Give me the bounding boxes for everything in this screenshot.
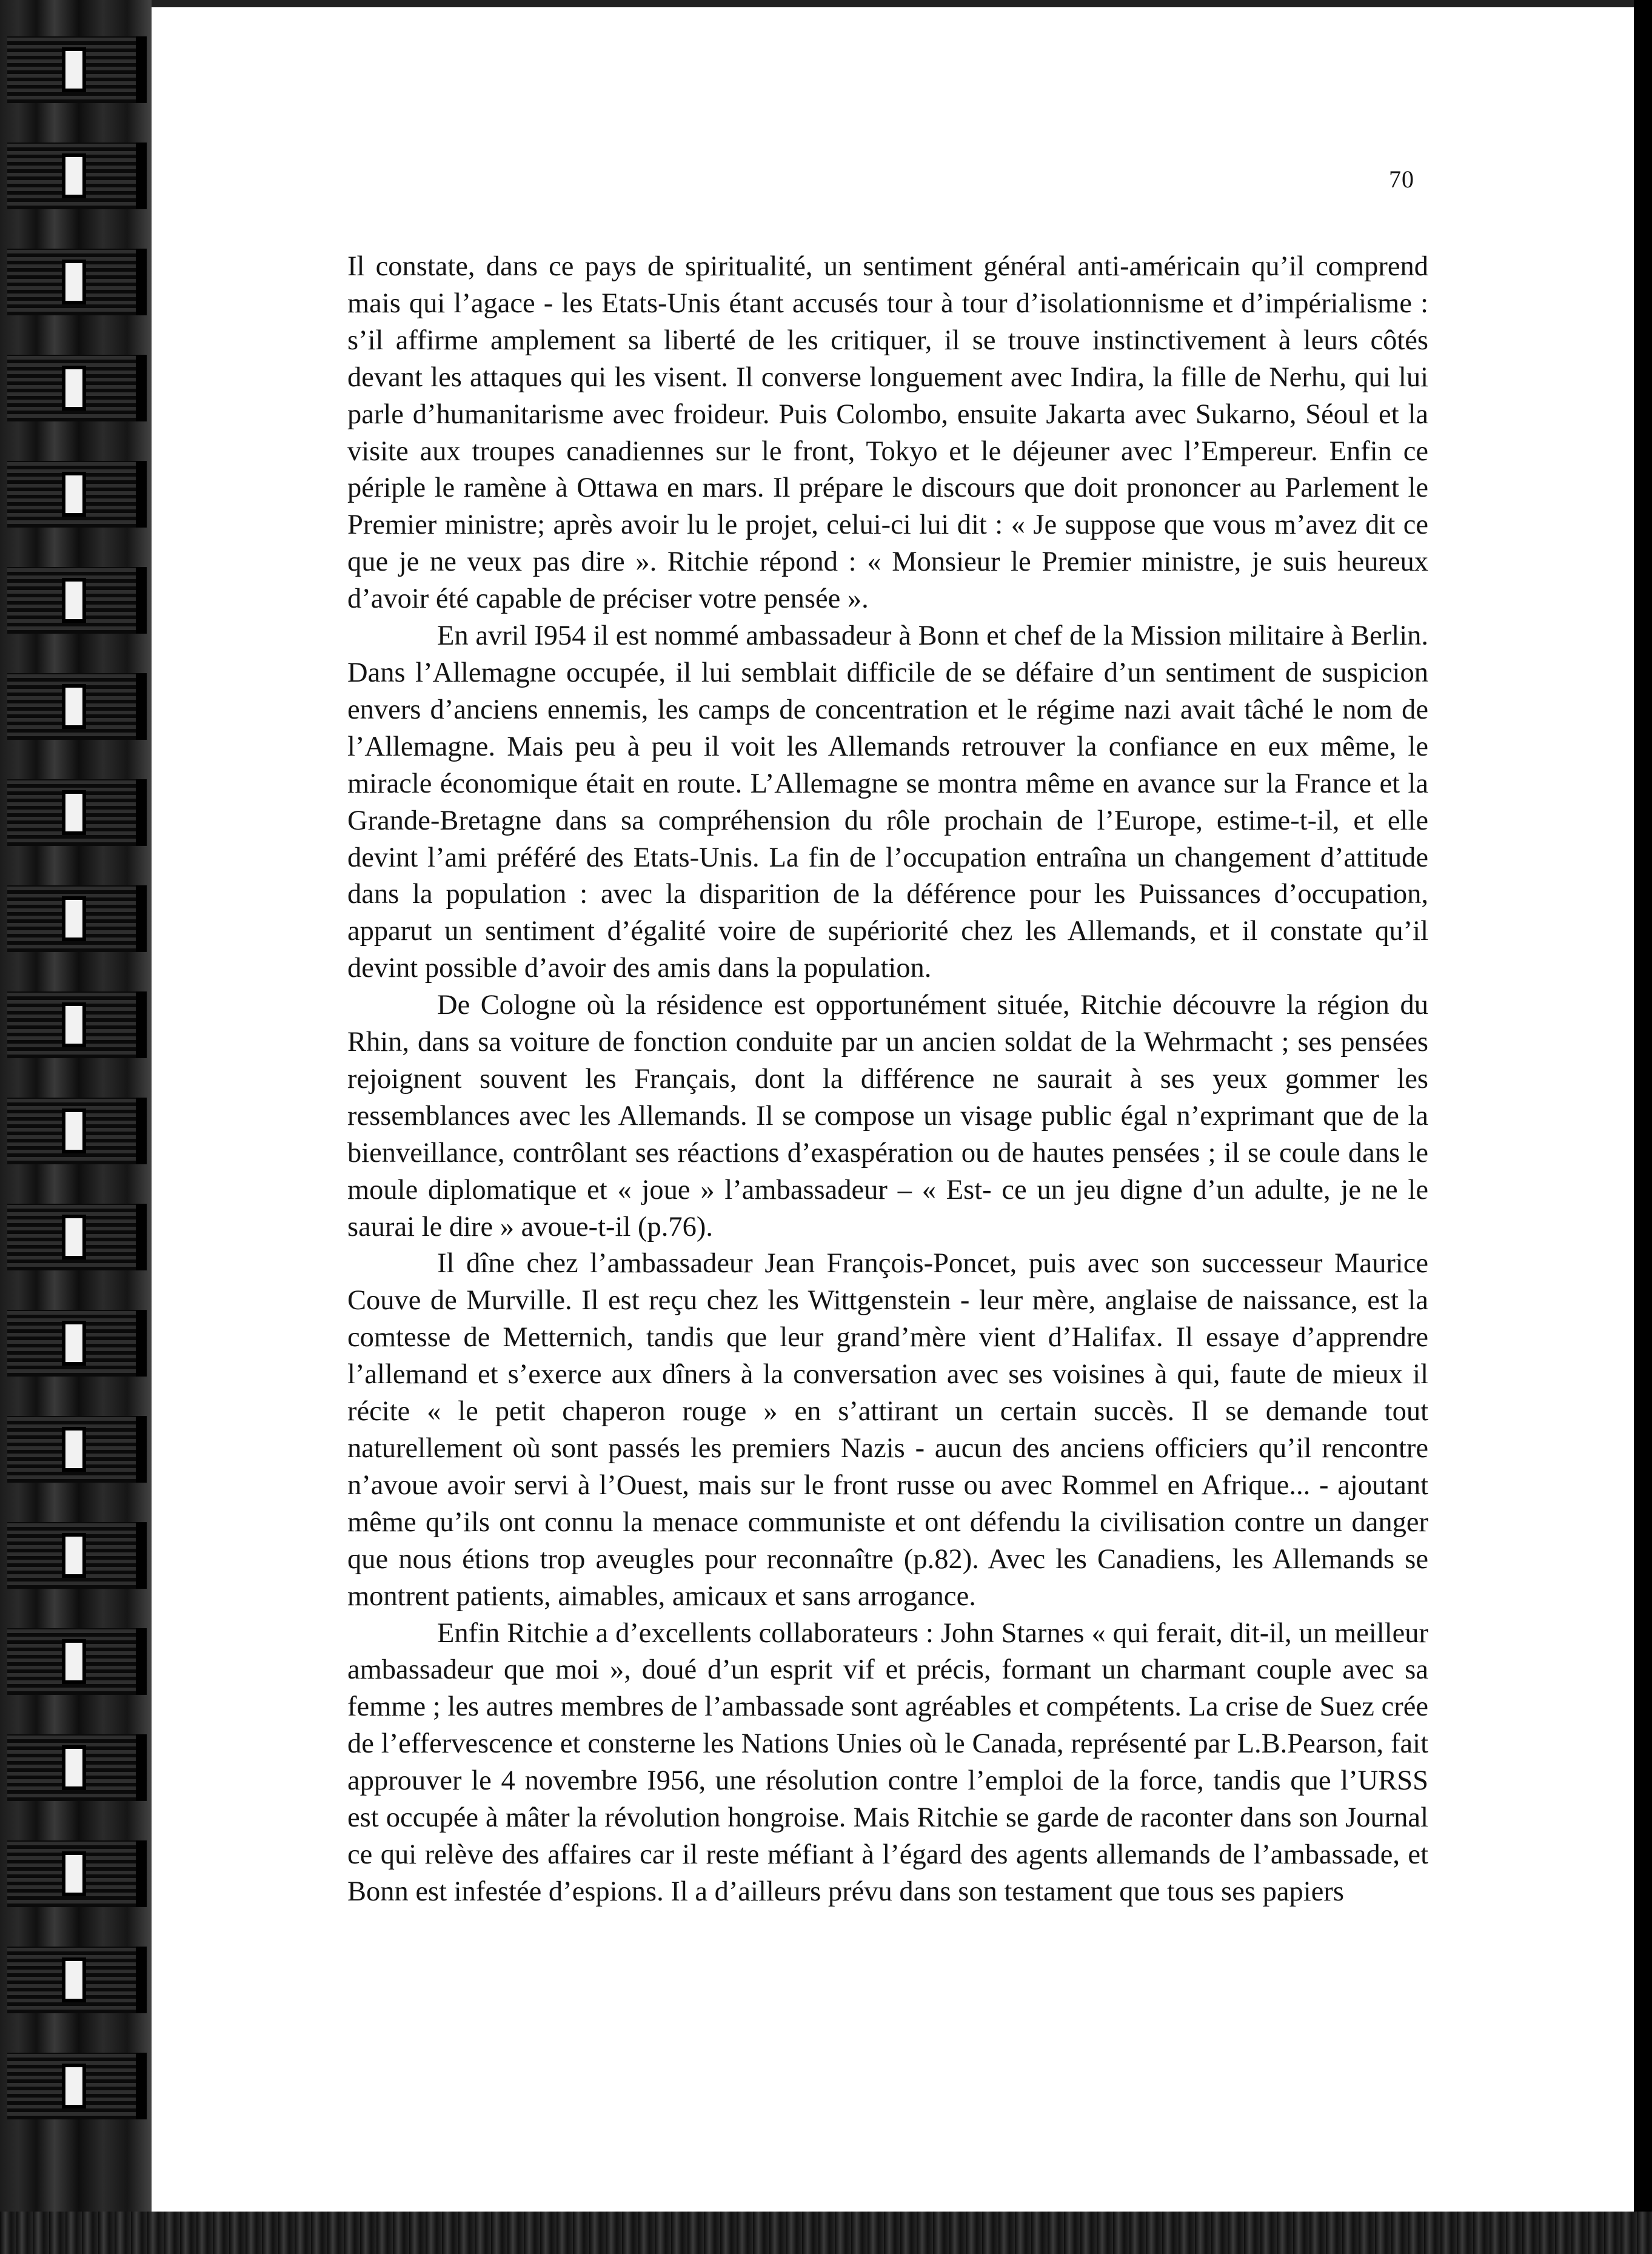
- binding-coil: [7, 673, 147, 740]
- binding-coil: [7, 249, 147, 315]
- paragraph: Il dîne chez l’ambassadeur Jean François-Poncet, puis avec son successeur Maurice Couve de Murville. Il est reçu chez les Wittgenstein - leur mère, anglaise de naissance, est la comtesse de Metternich, tandis que leur grand’mère vient d’Halifax. Il essaye d’apprendre l’allemand et s’exerce aux dîners à la conversation avec ses voisines à qui, faute de mieux il récite « le petit chaperon rouge » en s’attirant un certain succès. Il se demande tout naturellement où sont passés les premiers Nazis - aucun des anciens officiers qu’il rencontre n’avoue avoir servi à l’Ouest, mais sur le front russe ou avec Rommel en Afrique... - ajoutant même qu’ils ont connu la menace communiste et ont défendu la civilisation contre un danger que nous étions trop aveugles pour reconnaître (p.82). Avec les Canadiens, les Allemands se montrent patients, aimables, amicaux et sans arrogance.: [347, 1248, 1428, 1612]
- binding-coil: [7, 461, 147, 528]
- binding-coil: [7, 991, 147, 1058]
- binding-coil: [7, 355, 147, 421]
- scan-top-edge: [152, 0, 1652, 7]
- scan-bottom-edge: [0, 2212, 1652, 2254]
- paragraph: De Cologne où la résidence est opportunément située, Ritchie découvre la région du Rhin, dans sa voiture de fonction conduite par un ancien soldat de la Wehrmacht ; ses pensées rejoignent souvent les Français, dont la différence ne saurait à ses yeux gommer les ressemblances avec les Allemands. Il se compose un visage public égal n’exprimant que de la bienveillance, contrôlant ses réactions d’exaspération ou de hautes pensées ; il se coule dans le moule diplomatique et « joue » l’ambassadeur – « Est- ce un jeu digne d’un adulte, je ne le saurai le dire » avoue-t-il (p.76).: [347, 990, 1428, 1243]
- binding-coil: [7, 143, 147, 209]
- paragraph: Il constate, dans ce pays de spiritualité, un sentiment général anti-américain qu’il comprend mais qui l’agace - les Etats-Unis étant accusés tour à tour d’isolationnisme et d’impérialisme : s’il affirme amplement sa liberté de les critiquer, il se trouve instinctivement à leurs côtés devant les attaques qui les visent. Il converse longuement avec Indira, la fille de Nerhu, qui lui parle d’humanitarisme avec froideur. Puis Colombo, ensuite Jakarta avec Sukarno, Séoul et la visite aux troupes canadiennes sur le front, Tokyo et le déjeuner avec l’Empereur. Enfin ce périple le ramène à Ottawa en mars. Il prépare le discours que doit prononcer au Parlement le Premier ministre; après avoir lu le projet, celui-ci lui dit : « Je suppose que vous m’avez dit ce que je ne veux pas dire ». Ritchie répond : « Monsieur le Premier ministre, je suis heureux d’avoir été capable de préciser votre pensée ».: [347, 251, 1428, 615]
- binding-coil: [7, 2053, 147, 2119]
- binding-coil: [7, 1840, 147, 1907]
- binding-coil: [7, 567, 147, 634]
- binding-coil: [7, 1522, 147, 1589]
- binding-coil: [7, 1416, 147, 1483]
- paragraph: Enfin Ritchie a d’excellents collaborateurs : John Starnes « qui ferait, dit-il, un meilleur ambassadeur que moi », doué d’un esprit vif et précis, formant un charmant couple avec sa femme ; les autres membres de l’ambassade sont agréables et compétents. La crise de Suez crée de l’effervescence et consterne les Nations Unies où le Canada, représenté par L.B.Pearson, fait approuver le 4 novembre I956, une résolution contre l’emploi de la force, tandis que l’URSS est occupée à mâter la révolution hongroise. Mais Ritchie se garde de raconter dans son Journal ce qui relève des affaires car il reste méfiant à l’égard des agents allemands de l’ambassade, et Bonn est infestée d’espions. Il a d’ailleurs prévu dans son testament que tous ses papiers: [347, 1617, 1428, 1907]
- binding-coil: [7, 36, 147, 103]
- binding-coil: [7, 1204, 147, 1270]
- paragraph: En avril I954 il est nommé ambassadeur à Bonn et chef de la Mission militaire à Berlin. Dans l’Allemagne occupée, il lui semblait difficile de se défaire d’un sentiment de suspicion envers d’anciens ennemis, les camps de concentration et le régime nazi avait tâché le nom de l’Allemagne. Mais peu à peu il voit les Allemands retrouver la confiance en eux même, le miracle économique était en route. L’Allemagne se montra même en avance sur la France et la Grande-Bretagne dans sa compréhension du rôle prochain de l’Europe, estime-t-il, et elle devint l’ami préféré des Etats-Unis. La fin de l’occupation entraîna un changement d’attitude dans la population : avec la disparition de la déférence pour les Puissances d’occupation, apparut un sentiment d’égalité voire de supériorité chez les Allemands, et il constate qu’il devint possible d’avoir des amis dans la population.: [347, 620, 1428, 984]
- binding-coil: [7, 1310, 147, 1377]
- binding-coil: [7, 1947, 147, 2013]
- binding-coil: [7, 885, 147, 952]
- spiral-binding: [0, 0, 152, 2254]
- binding-coil: [7, 779, 147, 846]
- binding-coil: [7, 1098, 147, 1164]
- body-text: [347, 249, 1428, 1911]
- binding-coil: [7, 1628, 147, 1695]
- page-number: 70: [1389, 166, 1414, 193]
- binding-coil: [7, 1734, 147, 1801]
- scan-right-edge: [1634, 0, 1652, 2254]
